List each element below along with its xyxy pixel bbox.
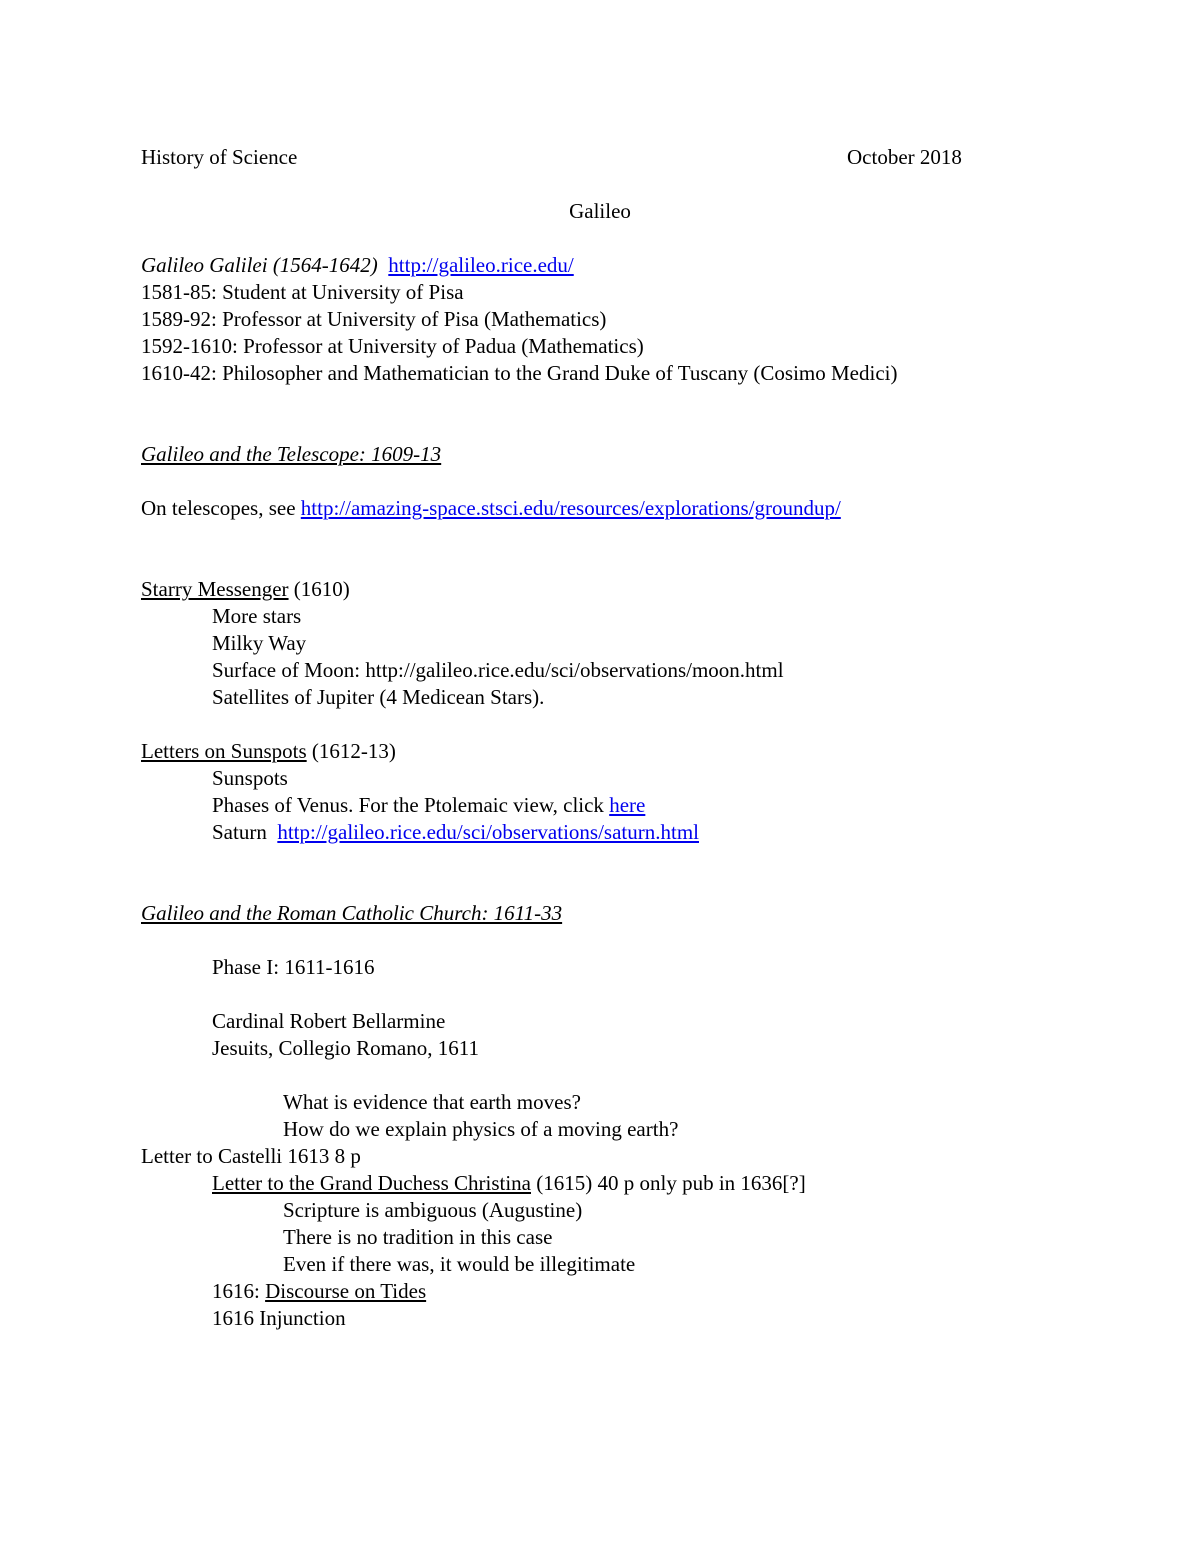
page-title: Galileo [569,199,631,223]
question-item: What is evidence that earth moves? [283,1090,581,1114]
christina-point: Even if there was, it would be illegitimate [283,1252,636,1276]
telescope-section-heading: Galileo and the Telescope: 1609-13 [141,442,442,466]
christina-rest: (1615) 40 p only pub in 1636[?] [531,1171,806,1195]
bio-name: Galileo Galilei (1564-1642) [141,253,378,277]
starry-item: Surface of Moon: http://galileo.rice.edu/sci/observations/moon.html [212,658,784,682]
sunspots-title: Letters on Sunspots [141,739,307,763]
ptolemaic-view-link[interactable]: here [609,793,646,817]
starry-messenger-title: Starry Messenger [141,577,289,601]
timeline-item: 1589-92: Professor at University of Pisa (Mathematics) [141,307,607,331]
starry-item: More stars [212,604,302,628]
jesuits-line: Jesuits, Collegio Romano, 1611 [212,1036,479,1060]
timeline-item: 1592-1610: Professor at University of Padua (Mathematics) [141,334,644,358]
saturn-text: Saturn [212,820,278,844]
starry-messenger-year: (1610) [288,577,350,601]
christina-letter [212,1173,806,1194]
galileo-rice-link[interactable]: http://galileo.rice.edu/ [388,253,574,277]
sunspots-heading [141,741,396,762]
starry-item: Satellites of Jupiter (4 Medicean Stars). [212,685,545,709]
injunction-line: 1616 Injunction [212,1306,346,1330]
christina-point: Scripture is ambiguous (Augustine) [283,1198,583,1222]
telescope-intro-text: On telescopes, see [141,496,301,520]
christina-title: Letter to the Grand Duchess Christina [212,1171,531,1195]
sunspots-item: Sunspots [212,766,288,790]
timeline-item: 1581-85: Student at University of Pisa [141,280,464,304]
starry-messenger-heading [141,579,350,600]
bio-heading [141,255,574,276]
christina-point: There is no tradition in this case [283,1225,553,1249]
document-date: October 2018 [847,145,962,169]
phase-heading: Phase I: 1611-1616 [212,955,375,979]
church-section-heading: Galileo and the Roman Catholic Church: 1611-33 [141,901,563,925]
bellarmine-line: Cardinal Robert Bellarmine [212,1009,446,1033]
tides-line [212,1281,426,1302]
tides-prefix: 1616: [212,1279,266,1303]
question-item: How do we explain physics of a moving earth? [283,1117,679,1141]
castelli-letter: Letter to Castelli 1613 8 p [141,1144,361,1168]
saturn-link[interactable]: http://galileo.rice.edu/sci/observations/saturn.html [277,820,699,844]
starry-item: Milky Way [212,631,307,655]
amazing-space-link[interactable]: http://amazing-space.stsci.edu/resources/explorations/groundup/ [300,496,841,520]
telescope-intro [141,498,841,519]
sunspots-year: (1612-13) [306,739,396,763]
tides-title: Discourse on Tides [265,1279,427,1303]
venus-item [212,795,645,816]
course-title: History of Science [141,145,298,169]
timeline-item: 1610-42: Philosopher and Mathematician to the Grand Duke of Tuscany (Cosimo Medici) [141,361,898,385]
saturn-item [212,822,699,843]
venus-text: Phases of Venus. For the Ptolemaic view, click [212,793,610,817]
